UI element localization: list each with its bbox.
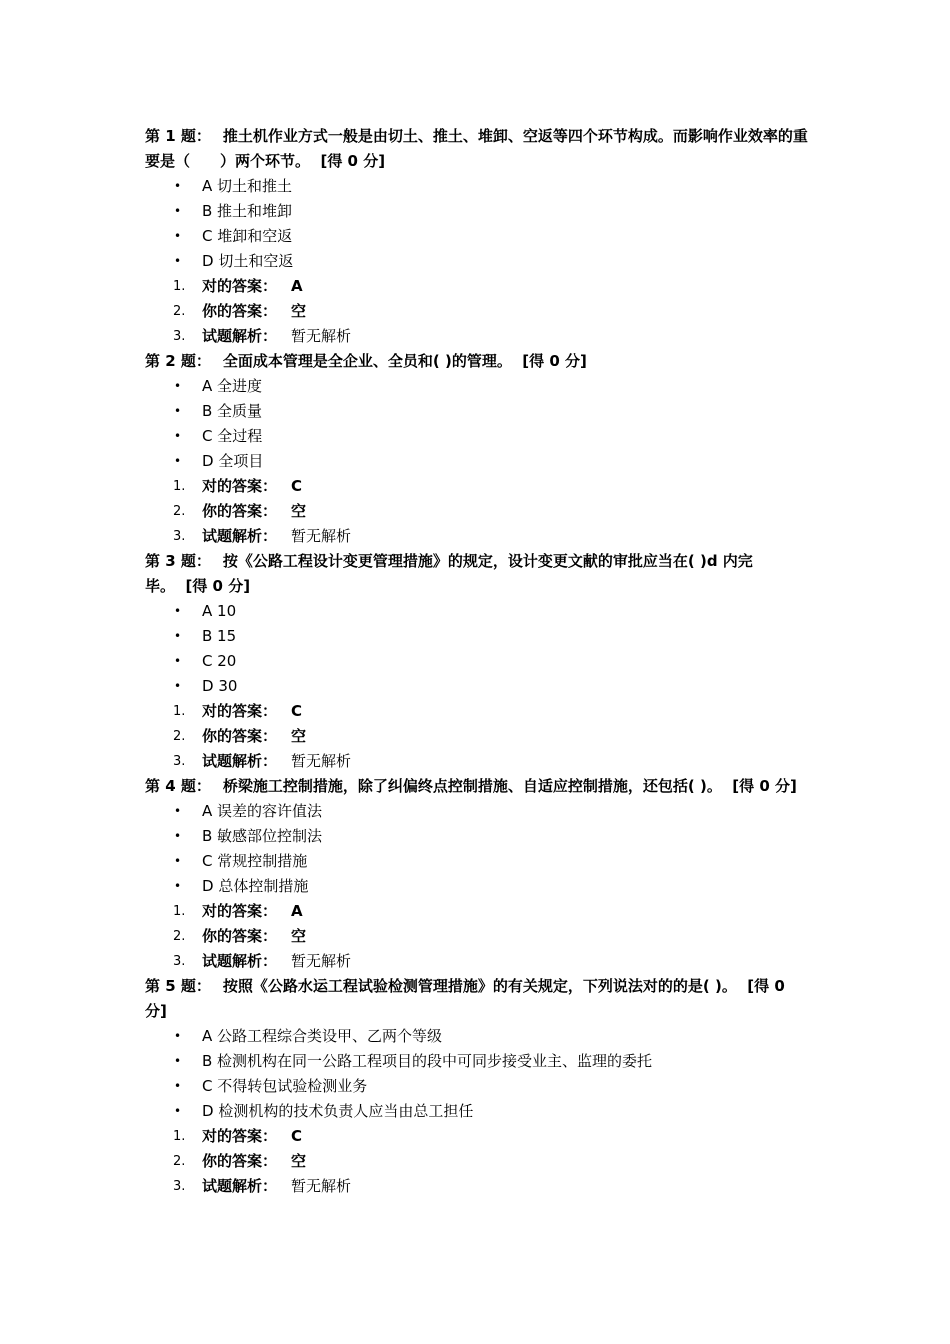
- option-item: [145, 799, 810, 824]
- question-block: [145, 124, 810, 349]
- your-answer-label: 你的答案：: [202, 1152, 278, 1170]
- option-item: [145, 1074, 810, 1099]
- analysis-row: [145, 324, 810, 349]
- question-text: 全面成本管理是全企业、全员和( )的管理。: [222, 352, 512, 370]
- answer-list: [145, 1124, 810, 1199]
- option-item: [145, 399, 810, 424]
- option-text: D 切土和空返: [202, 252, 294, 270]
- your-answer-value: 空: [291, 302, 307, 320]
- option-text: C 不得转包试验检测业务: [202, 1077, 368, 1095]
- question-heading: [145, 349, 810, 374]
- list-number: 3.: [173, 954, 186, 969]
- option-item: [145, 1024, 810, 1049]
- analysis-label: 试题解析：: [202, 952, 278, 970]
- correct-answer-row: [145, 474, 810, 499]
- bullet-icon: •: [174, 1104, 182, 1118]
- correct-answer-label: 对的答案：: [202, 1127, 278, 1145]
- option-item: [145, 174, 810, 199]
- option-text: B 全质量: [202, 402, 263, 420]
- option-list: [145, 799, 810, 899]
- your-answer-row: [145, 499, 810, 524]
- option-item: [145, 624, 810, 649]
- list-number: 3.: [173, 529, 186, 544]
- option-text: B 15: [202, 627, 237, 645]
- list-number: 1.: [173, 904, 186, 919]
- correct-answer-row: [145, 899, 810, 924]
- question-score: [得 0 分]: [145, 977, 785, 1020]
- bullet-icon: •: [174, 1054, 182, 1068]
- your-answer-row: [145, 1149, 810, 1174]
- option-text: D 总体控制措施: [202, 877, 309, 895]
- option-item: [145, 674, 810, 699]
- question-heading: [145, 774, 810, 799]
- option-text: C 常规控制措施: [202, 852, 308, 870]
- question-heading: [145, 974, 810, 1024]
- correct-answer-row: [145, 274, 810, 299]
- question-score: [得 0 分]: [732, 777, 797, 795]
- option-text: B 推土和堆卸: [202, 202, 293, 220]
- correct-answer-value: A: [291, 902, 303, 920]
- option-text: A 切土和推土: [202, 177, 293, 195]
- option-list: [145, 1024, 810, 1124]
- analysis-row: [145, 524, 810, 549]
- list-number: 2.: [173, 1154, 186, 1169]
- option-item: [145, 224, 810, 249]
- option-item: [145, 874, 810, 899]
- list-number: 1.: [173, 1129, 186, 1144]
- question-number: 第 5 题：: [145, 977, 211, 995]
- option-text: D 检测机构的技术负责人应当由总工担任: [202, 1102, 474, 1120]
- list-number: 1.: [173, 704, 186, 719]
- question-heading: [145, 549, 810, 599]
- question-text: 推土机作业方式一般是由切土、推土、堆卸、空返等四个环节构成。而影响作业效率的重要是（ ）两个环节。: [145, 127, 808, 170]
- list-number: 2.: [173, 729, 186, 744]
- option-item: [145, 249, 810, 274]
- option-text: B 敏感部位控制法: [202, 827, 323, 845]
- option-item: [145, 374, 810, 399]
- question-score: [得 0 分]: [320, 152, 386, 170]
- option-list: [145, 374, 810, 474]
- option-text: B 检测机构在同一公路工程项目的段中可同步接受业主、监理的委托: [202, 1052, 653, 1070]
- correct-answer-value: C: [291, 1127, 303, 1145]
- option-text: A 全进度: [202, 377, 263, 395]
- analysis-value: 暂无解析: [291, 327, 352, 345]
- option-item: [145, 849, 810, 874]
- question-score: [得 0 分]: [522, 352, 587, 370]
- list-number: 2.: [173, 304, 186, 319]
- option-item: [145, 649, 810, 674]
- analysis-label: 试题解析：: [202, 1177, 278, 1195]
- bullet-icon: •: [174, 229, 182, 243]
- option-list: [145, 174, 810, 274]
- option-text: C 堆卸和空返: [202, 227, 293, 245]
- bullet-icon: •: [174, 1079, 182, 1093]
- your-answer-row: [145, 724, 810, 749]
- bullet-icon: •: [174, 629, 182, 643]
- correct-answer-label: 对的答案：: [202, 902, 278, 920]
- question-number: 第 4 题：: [145, 777, 211, 795]
- your-answer-label: 你的答案：: [202, 927, 278, 945]
- bullet-icon: •: [174, 604, 182, 618]
- option-item: [145, 1049, 810, 1074]
- list-number: 3.: [173, 329, 186, 344]
- option-text: A 公路工程综合类设甲、乙两个等级: [202, 1027, 443, 1045]
- question-number: 第 2 题：: [145, 352, 211, 370]
- your-answer-value: 空: [291, 1152, 307, 1170]
- question-text: 按照《公路水运工程试验检测管理措施》的有关规定，下列说法对的的是( )。: [222, 977, 737, 995]
- list-number: 3.: [173, 754, 186, 769]
- correct-answer-row: [145, 699, 810, 724]
- option-text: A 10: [202, 602, 237, 620]
- bullet-icon: •: [174, 454, 182, 468]
- option-item: [145, 199, 810, 224]
- option-text: D 30: [202, 677, 238, 695]
- bullet-icon: •: [174, 204, 182, 218]
- question-text: 桥梁施工控制措施，除了纠偏终点控制措施、自适应控制措施，还包括( )。: [222, 777, 722, 795]
- option-text: D 全项目: [202, 452, 264, 470]
- analysis-value: 暂无解析: [291, 952, 352, 970]
- question-block: [145, 549, 810, 774]
- question-heading: [145, 124, 810, 174]
- bullet-icon: •: [174, 254, 182, 268]
- analysis-label: 试题解析：: [202, 327, 278, 345]
- bullet-icon: •: [174, 879, 182, 893]
- bullet-icon: •: [174, 404, 182, 418]
- your-answer-value: 空: [291, 727, 307, 745]
- option-text: C 20: [202, 652, 237, 670]
- analysis-row: [145, 949, 810, 974]
- analysis-label: 试题解析：: [202, 527, 278, 545]
- bullet-icon: •: [174, 804, 182, 818]
- correct-answer-label: 对的答案：: [202, 277, 278, 295]
- list-number: 1.: [173, 479, 186, 494]
- question-block: [145, 974, 810, 1199]
- your-answer-label: 你的答案：: [202, 727, 278, 745]
- question-block: [145, 349, 810, 549]
- analysis-value: 暂无解析: [291, 1177, 352, 1195]
- option-text: A 误差的容许值法: [202, 802, 323, 820]
- exam-review-page: [145, 124, 810, 1199]
- question-score: [得 0 分]: [185, 577, 251, 595]
- analysis-label: 试题解析：: [202, 752, 278, 770]
- analysis-row: [145, 1174, 810, 1199]
- bullet-icon: •: [174, 179, 182, 193]
- question-number: 第 3 题：: [145, 552, 211, 570]
- your-answer-value: 空: [291, 502, 307, 520]
- list-number: 3.: [173, 1179, 186, 1194]
- list-number: 2.: [173, 929, 186, 944]
- bullet-icon: •: [174, 379, 182, 393]
- option-item: [145, 424, 810, 449]
- question-number: 第 1 题：: [145, 127, 211, 145]
- option-item: [145, 599, 810, 624]
- option-item: [145, 449, 810, 474]
- bullet-icon: •: [174, 854, 182, 868]
- answer-list: [145, 699, 810, 774]
- your-answer-label: 你的答案：: [202, 502, 278, 520]
- correct-answer-label: 对的答案：: [202, 702, 278, 720]
- option-item: [145, 824, 810, 849]
- option-text: C 全过程: [202, 427, 263, 445]
- answer-list: [145, 274, 810, 349]
- bullet-icon: •: [174, 1029, 182, 1043]
- bullet-icon: •: [174, 679, 182, 693]
- your-answer-row: [145, 299, 810, 324]
- answer-list: [145, 899, 810, 974]
- bullet-icon: •: [174, 429, 182, 443]
- list-number: 2.: [173, 504, 186, 519]
- correct-answer-value: A: [291, 277, 303, 295]
- question-text: 按《公路工程设计变更管理措施》的规定，设计变更文献的审批应当在( )d 内完毕。: [145, 552, 753, 595]
- option-list: [145, 599, 810, 699]
- your-answer-label: 你的答案：: [202, 302, 278, 320]
- option-item: [145, 1099, 810, 1124]
- correct-answer-value: C: [291, 702, 303, 720]
- bullet-icon: •: [174, 654, 182, 668]
- list-number: 1.: [173, 279, 186, 294]
- correct-answer-value: C: [291, 477, 303, 495]
- bullet-icon: •: [174, 829, 182, 843]
- correct-answer-row: [145, 1124, 810, 1149]
- analysis-row: [145, 749, 810, 774]
- analysis-value: 暂无解析: [291, 527, 352, 545]
- correct-answer-label: 对的答案：: [202, 477, 278, 495]
- your-answer-value: 空: [291, 927, 307, 945]
- question-block: [145, 774, 810, 974]
- analysis-value: 暂无解析: [291, 752, 352, 770]
- answer-list: [145, 474, 810, 549]
- your-answer-row: [145, 924, 810, 949]
